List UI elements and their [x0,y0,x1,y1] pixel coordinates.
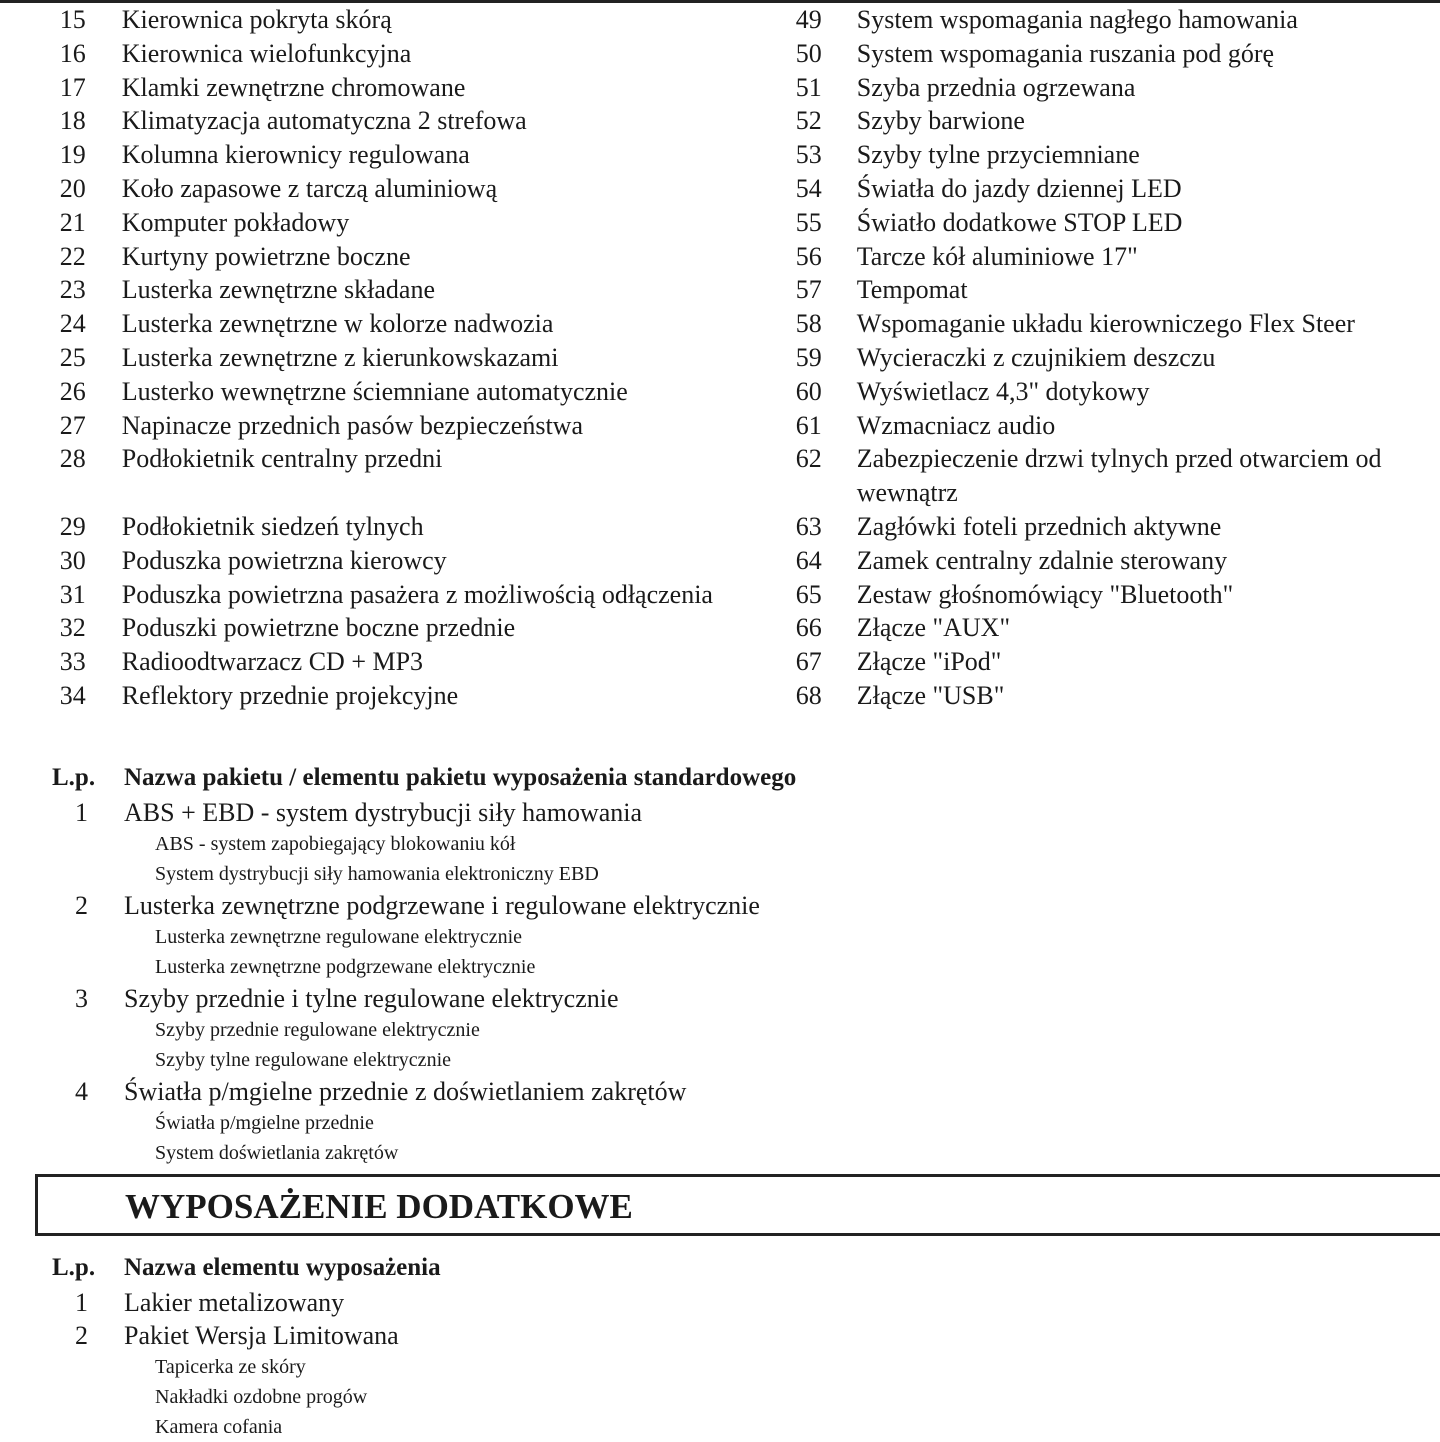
item-name: Lusterko wewnętrzne ściemniane automatycznie [121,376,628,406]
item-name: Klimatyzacja automatyczna 2 strefowa [121,106,527,136]
sub-item: Nakładki ozdobne progów [155,1386,368,1408]
table-row [0,3,1440,37]
sub-item: Lusterka zewnętrzne podgrzewane elektrycznie [155,956,536,978]
item-name: Wyświetlacz 4,3" dotykowy [856,376,1150,406]
item-number: 25 [59,342,86,372]
table-row [0,375,1440,409]
item-name: Podłokietnik siedzeń tylnych [121,511,424,541]
item-number: 59 [795,342,822,372]
item-number: 64 [795,545,822,575]
item-name: Zabezpieczenie drzwi tylnych przed otwarciem od wewnątrz [856,444,1382,508]
table-row [0,679,1440,713]
item-name: Zestaw głośnomówiący "Bluetooth" [856,579,1234,609]
table-row [0,442,1440,510]
item-number: 16 [59,38,86,68]
item-number: 1 [75,1288,88,1317]
item-name: System wspomagania nagłego hamowania [856,5,1298,34]
table-row [0,409,1440,443]
lp-header: L.p. [52,1254,96,1281]
element-name-header: Nazwa elementu wyposażenia [124,1254,441,1281]
item-number: 29 [59,511,86,541]
table-row [0,240,1440,274]
lp-header: L.p. [52,764,96,791]
item-number: 24 [59,309,86,339]
table-row [0,307,1440,341]
table-row [0,611,1440,645]
item-name: Poduszka powietrzna kierowcy [121,545,447,575]
list-item [0,1286,1440,1319]
item-number: 55 [795,207,822,237]
item-name: Pakiet Wersja Limitowana [124,1321,399,1350]
item-number: 17 [59,72,86,102]
item-name: Zamek centralny zdalnie sterowany [856,545,1228,575]
item-name: Szyby przednie i tylne regulowane elektrycznie [124,984,619,1013]
item-number: 4 [75,1077,88,1106]
item-name: Światła do jazdy dziennej LED [856,173,1182,203]
item-name: Złącze "iPod" [856,647,1002,677]
item-name: Kierownica pokryta skórą [121,5,392,34]
item-number: 2 [75,891,88,920]
sub-item: System doświetlania zakrętów [155,1142,399,1164]
item-number: 28 [59,444,86,474]
item-name: Poduszka powietrzna pasażera z możliwością odłączenia [121,579,713,609]
item-name: Kierownica wielofunkcyjna [121,38,412,68]
item-number: 67 [795,647,822,677]
table-row [0,138,1440,172]
sub-item: Kamera cofania [155,1416,283,1438]
item-name: Światła p/mgielne przednie z doświetlaniem zakrętów [124,1077,687,1106]
list-item [0,796,1440,829]
item-number: 33 [59,647,86,677]
item-number: 66 [795,613,822,643]
item-name: Lusterka zewnętrzne z kierunkowskazami [121,342,559,372]
section-title: WYPOSAŻENIE DODATKOWE [125,1187,633,1226]
sub-item: Tapicerka ze skóry [155,1356,306,1378]
item-number: 3 [75,984,88,1013]
item-number: 51 [795,72,822,102]
sub-item: System dystrybucji siły hamowania elektroniczny EBD [155,863,599,885]
item-name: Reflektory przednie projekcyjne [121,680,459,710]
item-name: Złącze "AUX" [856,613,1011,643]
item-name: Napinacze przednich pasów bezpieczeństwa [121,410,583,440]
item-name: System wspomagania ruszania pod górę [856,38,1275,68]
item-number: 57 [795,275,822,305]
item-name: Szyby barwione [856,106,1025,136]
item-name: Szyby tylne przyciemniane [856,140,1140,170]
item-number: 62 [795,444,822,474]
extra-equipment-section [0,1250,1440,1442]
item-number: 58 [795,309,822,339]
item-number: 30 [59,545,86,575]
item-name: Komputer pokładowy [121,207,350,237]
item-number: 32 [59,613,86,643]
list-item [0,1319,1440,1352]
item-name: Tarcze kół aluminiowe 17" [856,241,1138,271]
item-number: 61 [795,410,822,440]
table-row [0,578,1440,612]
list-item [0,889,1440,922]
item-number: 23 [59,275,86,305]
item-name: Zagłówki foteli przednich aktywne [856,511,1222,541]
item-name: Wspomaganie układu kierowniczego Flex Steer [856,309,1355,339]
item-number: 49 [795,5,822,34]
item-number: 53 [795,140,822,170]
item-number: 34 [59,680,86,710]
item-number: 60 [795,376,822,406]
item-name: Kolumna kierownicy regulowana [121,140,470,170]
table-row [0,510,1440,544]
item-name: Wycieraczki z czujnikiem deszczu [856,342,1216,372]
table-row [0,104,1440,138]
item-number: 54 [795,173,822,203]
item-name: Lusterka zewnętrzne składane [121,275,436,305]
table-row [0,341,1440,375]
item-number: 50 [795,38,822,68]
item-number: 21 [59,207,86,237]
item-name: Radioodtwarzacz CD + MP3 [121,647,424,677]
item-number: 31 [59,579,86,609]
packages-header [0,760,1440,796]
item-name: Poduszki powietrzne boczne przednie [121,613,516,643]
item-name: Lakier metalizowany [124,1288,345,1317]
table-row [0,273,1440,307]
list-item [0,1075,1440,1108]
item-name: Złącze "USB" [856,680,1005,710]
item-number: 68 [795,680,822,710]
item-number: 18 [59,106,86,136]
table-row [0,206,1440,240]
item-name: ABS + EBD - system dystrybucji siły hamowania [124,798,643,827]
extra-header [0,1250,1440,1286]
item-number: 19 [59,140,86,170]
section-title-box [35,1174,1440,1236]
item-number: 2 [75,1321,88,1350]
table-row [0,544,1440,578]
item-name: Kurtyny powietrzne boczne [121,241,411,271]
item-number: 52 [795,106,822,136]
sub-item: Szyby przednie regulowane elektrycznie [155,1019,480,1041]
standard-equipment-table [0,3,1440,713]
item-number: 27 [59,410,86,440]
item-number: 26 [59,376,86,406]
sub-item: ABS - system zapobiegający blokowaniu kół [155,833,516,855]
item-number: 1 [75,798,88,827]
item-name: Lusterka zewnętrzne podgrzewane i regulowane elektrycznie [124,891,760,920]
sub-item: Lusterka zewnętrzne regulowane elektrycznie [155,926,523,948]
item-number: 63 [795,511,822,541]
item-name: Lusterka zewnętrzne w kolorze nadwozia [121,309,554,339]
package-name-header: Nazwa pakietu / elementu pakietu wyposażenia standardowego [124,764,797,791]
item-number: 22 [59,241,86,271]
table-row [0,37,1440,71]
item-number: 65 [795,579,822,609]
item-name: Wzmacniacz audio [856,410,1056,440]
sub-item: Światła p/mgielne przednie [155,1112,374,1134]
item-name: Podłokietnik centralny przedni [121,444,443,474]
item-name: Szyba przednia ogrzewana [856,72,1136,102]
item-name: Klamki zewnętrzne chromowane [121,72,466,102]
table-row [0,172,1440,206]
standard-packages-section [0,760,1440,1168]
item-name: Światło dodatkowe STOP LED [856,207,1183,237]
item-name: Koło zapasowe z tarczą aluminiową [121,173,498,203]
sub-item: Szyby tylne regulowane elektrycznie [155,1049,451,1071]
list-item [0,982,1440,1015]
table-row [0,71,1440,105]
item-number: 56 [795,241,822,271]
item-name: Tempomat [856,275,968,305]
table-row [0,645,1440,679]
item-number: 15 [59,5,86,34]
item-number: 20 [59,173,86,203]
